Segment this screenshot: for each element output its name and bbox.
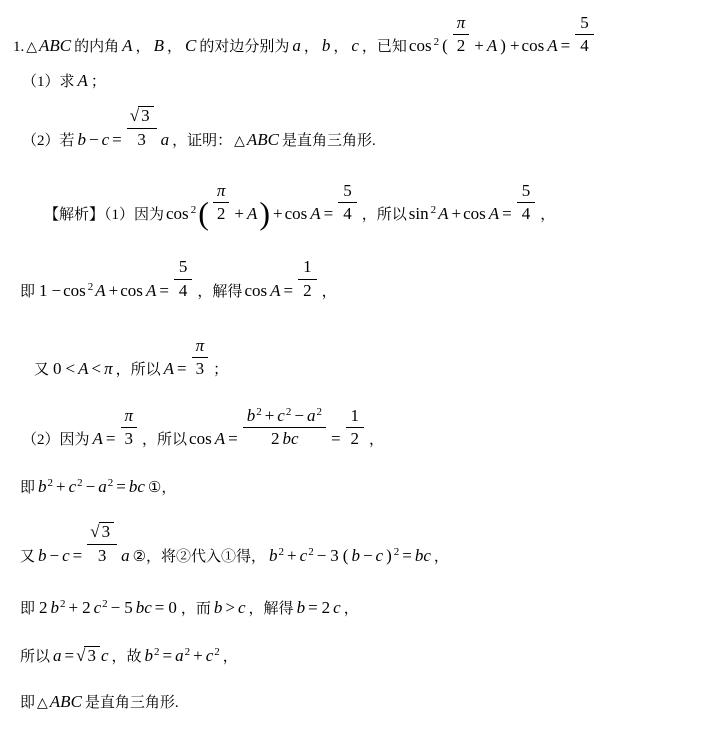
square-root [76, 645, 100, 665]
math-superscript: 2 [308, 545, 314, 558]
math-symbol: = [402, 545, 412, 565]
math-variable: a [175, 645, 184, 665]
math-symbol: − [316, 545, 327, 565]
math-symbol: 0 [168, 597, 177, 617]
question-2 [20, 106, 696, 150]
denominator [346, 428, 365, 449]
text-run: ，所以 [142, 432, 188, 449]
math-variable: π [124, 405, 134, 425]
text-run: ， [343, 600, 359, 617]
math-symbol: ) [386, 545, 392, 565]
math-symbol: 3 [97, 545, 107, 565]
numerator [575, 13, 594, 35]
text-run: ②，将②代入①得， [132, 548, 267, 565]
solution-conclusion [18, 691, 696, 713]
text-run: ， [540, 207, 556, 224]
math-symbol: 2 [271, 429, 280, 449]
text-run: ，解得 [197, 283, 243, 300]
denominator [298, 280, 317, 301]
math-symbol: + [193, 645, 203, 665]
text-run: 即 [20, 283, 36, 300]
text-run: ， [222, 648, 238, 665]
solution-part2-step4 [18, 597, 696, 619]
math-symbol: 5 [580, 13, 589, 32]
math-symbol: 3 [87, 645, 96, 665]
text-run: ， [321, 283, 337, 300]
triangle-icon: △ [37, 694, 48, 711]
math-superscript: 2 [47, 477, 54, 490]
math-symbol: < [65, 358, 76, 378]
math-symbol: + [287, 545, 297, 565]
math-variable: ABC [49, 691, 82, 711]
text-run: 又 [20, 548, 36, 565]
text-run: 即 [20, 694, 36, 711]
math-variable: c [299, 545, 308, 565]
math-variable: A [270, 280, 281, 300]
math-superscript: 2 [433, 36, 440, 49]
text-run: ，已知 [361, 39, 407, 56]
math-superscript: 2 [316, 405, 322, 418]
math-variable: C [184, 36, 197, 56]
math-symbol: = [72, 545, 83, 565]
math-superscript: 2 [278, 545, 285, 558]
math-symbol: 1 [39, 280, 48, 300]
text-run: ，所以 [115, 361, 161, 378]
triangle-icon: △ [26, 39, 38, 56]
math-variable: c [100, 645, 109, 665]
math-symbol: < [91, 358, 102, 378]
radical-sign-icon: √ [90, 522, 100, 542]
numerator [127, 106, 157, 128]
math-superscript: 2 [184, 645, 191, 658]
math-symbol: 5 [521, 180, 531, 200]
math-symbol: = [330, 429, 341, 449]
text-run: （1）求 [22, 74, 75, 91]
math-variable: bc [135, 597, 152, 617]
text-run: 的内角 [74, 39, 120, 56]
math-symbol: = [116, 477, 126, 497]
text-run: ①， [147, 480, 177, 497]
numerator [298, 257, 317, 279]
math-symbol: = [283, 280, 294, 300]
math-function: cos [189, 429, 212, 449]
square-root [90, 524, 114, 541]
math-symbol: 3 [330, 545, 339, 565]
math-variable: c [93, 597, 102, 617]
math-symbol: = [560, 36, 571, 56]
math-symbol: 3 [141, 106, 150, 126]
math-symbol: = [308, 597, 318, 617]
math-variable: c [351, 36, 359, 56]
math-symbol: = [154, 597, 165, 617]
text-run: ，解得 [248, 600, 294, 617]
square-root [130, 108, 154, 125]
math-variable: A [488, 204, 500, 224]
math-superscript: 2 [256, 405, 262, 418]
math-symbol: 3 [195, 358, 205, 378]
math-variable: π [456, 13, 466, 32]
math-symbol: 2 [303, 280, 312, 300]
fraction [243, 406, 326, 450]
math-symbol: = [323, 204, 334, 224]
math-variable: c [101, 129, 110, 149]
math-variable: A [145, 280, 157, 300]
denominator [87, 545, 117, 566]
math-superscript: 2 [107, 477, 114, 490]
text-run: ， [303, 39, 319, 56]
math-variable: c [333, 597, 341, 617]
numerator [346, 406, 365, 428]
math-symbol: 2 [216, 204, 226, 224]
math-variable: a [98, 477, 107, 497]
math-variable: c [375, 545, 384, 565]
math-symbol: + [68, 597, 79, 617]
text-run: ，所以 [361, 207, 407, 224]
math-variable: c [277, 405, 285, 425]
text-run: （2）若 [22, 132, 75, 149]
math-variable: c [238, 597, 246, 617]
math-symbol: 3 [101, 522, 111, 542]
math-symbol: + [56, 477, 66, 497]
math-symbol: 1 [303, 257, 312, 277]
math-symbol: 0 [53, 358, 62, 378]
text-run: 所以 [20, 648, 51, 665]
math-variable: b [38, 545, 47, 565]
math-symbol: ( [342, 545, 349, 565]
math-superscript: 2 [190, 204, 197, 217]
math-function: cos [284, 204, 308, 224]
math-superscript: 2 [430, 204, 437, 217]
text-run: ，证明： [172, 132, 233, 149]
solution-part2-step3 [18, 522, 696, 566]
denominator [127, 129, 157, 150]
math-symbol: > [225, 597, 235, 617]
solution-part2-step1 [20, 406, 696, 450]
math-variable: b [144, 645, 154, 665]
radical-sign-icon: √ [129, 106, 140, 126]
solution-part1-step1 [42, 180, 696, 232]
math-variable: A [214, 429, 226, 449]
math-symbol: 4 [343, 204, 352, 224]
math-variable: π [195, 335, 205, 355]
math-variable: A [246, 204, 258, 224]
math-symbol: 5 [124, 597, 133, 617]
text-run: ； [90, 74, 106, 91]
text-run: ， [333, 39, 349, 56]
numerator [87, 522, 117, 544]
numerator [174, 257, 193, 279]
math-symbol: − [89, 129, 99, 149]
text-run: ； [213, 361, 229, 378]
math-function: sin [408, 204, 429, 224]
numerator [192, 336, 209, 358]
math-symbol: − [294, 405, 304, 425]
math-symbol: + [108, 280, 119, 300]
big-paren: ) [259, 195, 271, 232]
numerator [517, 181, 536, 203]
math-variable: bc [414, 545, 431, 565]
numerator [121, 406, 138, 428]
fraction [87, 522, 117, 566]
text-run: ，而 [180, 600, 211, 617]
math-variable: A [78, 358, 89, 378]
radical-sign-icon: √ [76, 645, 86, 665]
math-superscript: 2 [102, 597, 108, 610]
fraction [575, 13, 594, 57]
denominator [174, 280, 193, 301]
math-symbol: 3 [137, 129, 146, 149]
math-symbol: 2 [350, 429, 360, 449]
math-variable: A [95, 280, 106, 300]
math-function: cos [63, 280, 86, 300]
denominator [192, 358, 209, 379]
big-paren: ( [198, 195, 209, 232]
math-symbol: − [110, 597, 121, 617]
math-symbol: − [362, 545, 373, 565]
text-run: 即 [20, 600, 36, 617]
denominator [575, 35, 594, 56]
fraction [346, 406, 365, 450]
math-symbol: ( [442, 36, 448, 56]
numerator [453, 13, 470, 35]
math-superscript: 2 [87, 280, 94, 293]
solution-part1-step3 [32, 336, 696, 380]
math-variable: b [321, 36, 331, 56]
solution-part2-step2 [18, 476, 696, 498]
math-superscript: 2 [60, 597, 66, 610]
math-superscript: 2 [393, 545, 400, 558]
math-symbol: 2 [321, 597, 331, 617]
math-function: cos [166, 204, 189, 224]
denominator [121, 428, 138, 449]
fraction [121, 406, 138, 450]
fraction [338, 181, 357, 225]
math-symbol: + [234, 204, 244, 224]
math-variable: b [269, 545, 278, 565]
denominator [243, 428, 326, 449]
text-run: 1. [13, 39, 25, 56]
math-superscript: 2 [214, 645, 220, 658]
math-superscript: 2 [285, 405, 292, 418]
math-function: cos [521, 36, 545, 56]
math-symbol: 4 [178, 280, 188, 300]
math-symbol: 3 [124, 429, 134, 449]
fraction [192, 336, 209, 380]
fraction [517, 181, 536, 225]
solution-part1-step2 [18, 257, 696, 301]
text-run: ， [369, 432, 385, 449]
problem-statement [11, 13, 696, 57]
math-variable: A [163, 358, 175, 378]
math-function: cos [408, 36, 432, 56]
math-symbol: − [49, 545, 60, 565]
numerator [243, 406, 326, 428]
math-symbol: + [264, 405, 275, 425]
math-variable: b [77, 129, 87, 149]
triangle-icon: △ [234, 132, 245, 149]
math-variable: a [292, 36, 301, 56]
math-symbol: = [64, 645, 75, 665]
denominator [213, 203, 230, 224]
text-run: 又 [34, 361, 50, 378]
math-symbol: 2 [39, 597, 48, 617]
text-run: 即 [20, 480, 36, 497]
math-superscript: 2 [154, 645, 160, 658]
math-symbol: − [51, 280, 62, 300]
math-function: cos [244, 280, 268, 300]
numerator [338, 181, 357, 203]
math-variable: B [153, 36, 164, 56]
math-symbol: 4 [580, 36, 589, 56]
math-symbol: + [474, 36, 484, 56]
math-symbol: = [228, 429, 238, 449]
math-variable: a [306, 405, 316, 425]
question-1 [20, 70, 696, 92]
math-variable: A [122, 36, 133, 56]
fraction [127, 106, 157, 150]
math-symbol: + [273, 204, 283, 224]
text-run: 是直角三角形. [282, 132, 376, 149]
math-symbol: + [509, 36, 520, 56]
math-variable: b [213, 597, 223, 617]
numerator [213, 181, 230, 203]
math-variable: b [50, 597, 60, 617]
math-variable: A [486, 36, 498, 56]
math-variable: b [296, 597, 306, 617]
math-variable: c [205, 645, 214, 665]
math-function: cos [463, 204, 486, 224]
math-variable: b [351, 545, 360, 565]
math-symbol: = [502, 204, 512, 224]
fraction [213, 181, 230, 225]
solution-part2-step5 [18, 645, 696, 667]
math-variable: ABC [39, 36, 72, 56]
math-symbol: = [159, 280, 169, 300]
math-symbol: 2 [456, 36, 466, 56]
text-run: ，故 [111, 648, 142, 665]
text-run: ， [166, 39, 182, 56]
math-variable: A [77, 71, 88, 91]
math-variable: π [216, 180, 226, 200]
fraction [174, 257, 193, 301]
fraction [298, 257, 317, 301]
math-variable: a [53, 645, 62, 665]
denominator [453, 35, 470, 56]
denominator [338, 203, 357, 224]
text-run: 是直角三角形. [84, 694, 179, 711]
math-variable: A [310, 204, 321, 224]
math-symbol: ) [500, 36, 506, 56]
math-variable: b [38, 477, 47, 497]
text-run: 的对边分别为 [199, 39, 290, 56]
math-variable: bc [128, 477, 145, 497]
radicand [138, 106, 154, 126]
math-variable: c [68, 477, 77, 497]
math-variable: bc [282, 429, 299, 449]
math-variable: b [246, 405, 256, 425]
math-variable: A [92, 429, 103, 449]
math-symbol: = [177, 358, 187, 378]
math-symbol: = [105, 429, 116, 449]
math-symbol: 5 [343, 180, 352, 200]
radicand [99, 522, 115, 542]
math-symbol: = [162, 645, 173, 665]
math-symbol: 5 [178, 257, 188, 277]
math-symbol: − [85, 477, 96, 497]
math-symbol: + [451, 204, 462, 224]
math-variable: π [104, 358, 113, 378]
text-run: （2）因为 [22, 432, 90, 449]
text-run: ， [135, 39, 151, 56]
math-superscript: 2 [77, 477, 83, 490]
math-variable: a [121, 545, 130, 565]
radicand [84, 646, 100, 666]
math-variable: a [160, 129, 170, 149]
text-run: ， [433, 548, 449, 565]
math-variable: ABC [246, 129, 279, 149]
math-symbol: 1 [350, 405, 360, 425]
fraction [453, 13, 470, 57]
denominator [517, 203, 536, 224]
math-variable: A [438, 204, 449, 224]
text-run: 【解析】（1）因为 [44, 207, 165, 224]
math-symbol: 2 [82, 597, 91, 617]
math-function: cos [120, 280, 143, 300]
math-symbol: = [112, 129, 122, 149]
math-variable: c [62, 545, 70, 565]
math-symbol: 4 [521, 204, 531, 224]
math-variable: A [547, 36, 558, 56]
